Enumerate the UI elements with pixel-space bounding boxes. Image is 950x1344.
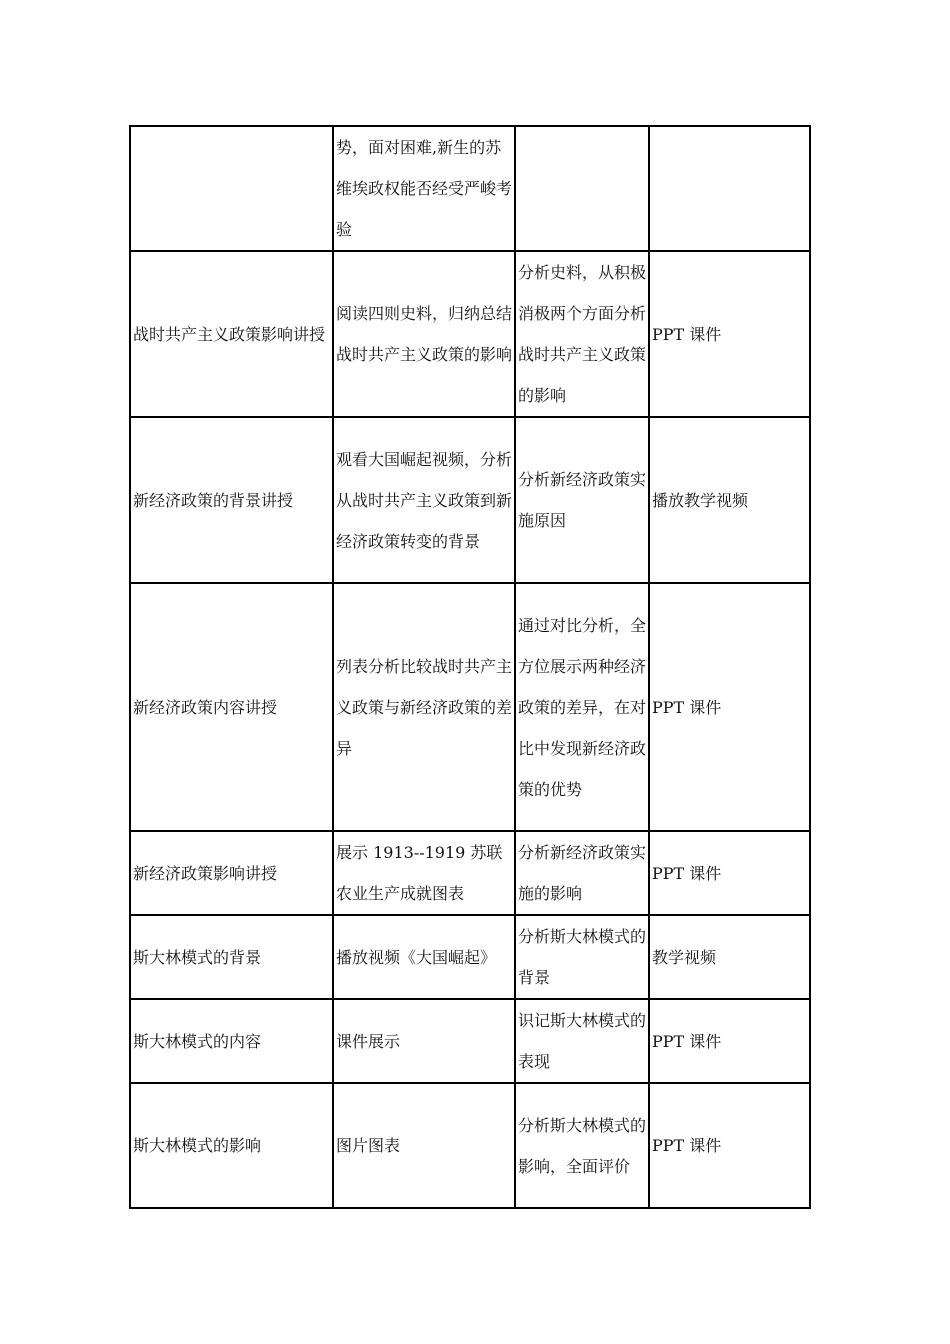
- table-row: [130, 915, 810, 999]
- lesson-plan-table: [129, 125, 811, 1209]
- table-cell-student-activity: 课件展示: [333, 999, 515, 1083]
- table-cell-media: 播放教学视频: [649, 417, 810, 583]
- table-cell-media: 教学视频: [649, 915, 810, 999]
- table-cell-media: PPT 课件: [649, 251, 810, 417]
- table-cell-activity: 新经济政策的背景讲授: [130, 417, 333, 583]
- table-cell-intent: 分析新经济政策实施的影响: [515, 831, 649, 915]
- table-cell-student-activity: 势，面对困难,新生的苏维埃政权能否经受严峻考验: [333, 126, 515, 251]
- table-cell-activity: 新经济政策影响讲授: [130, 831, 333, 915]
- table-cell-media: PPT 课件: [649, 1083, 810, 1208]
- table-cell-activity: 新经济政策内容讲授: [130, 583, 333, 831]
- table-row: [130, 999, 810, 1083]
- table-row: [130, 417, 810, 583]
- table-cell-activity: 斯大林模式的背景: [130, 915, 333, 999]
- table-row: [130, 251, 810, 417]
- table-row: [130, 126, 810, 251]
- table-cell-intent: [515, 126, 649, 251]
- table-cell-student-activity: 展示 1913--1919 苏联农业生产成就图表: [333, 831, 515, 915]
- table-row: [130, 1083, 810, 1208]
- table-cell-activity: 战时共产主义政策影响讲授: [130, 251, 333, 417]
- table-row: [130, 583, 810, 831]
- table-cell-intent: 分析斯大林模式的影响，全面评价: [515, 1083, 649, 1208]
- table-cell-media: PPT 课件: [649, 999, 810, 1083]
- table-cell-student-activity: 观看大国崛起视频，分析从战时共产主义政策到新经济政策转变的背景: [333, 417, 515, 583]
- table-cell-activity: 斯大林模式的影响: [130, 1083, 333, 1208]
- table-cell-student-activity: 播放视频《大国崛起》: [333, 915, 515, 999]
- table-cell-activity: 斯大林模式的内容: [130, 999, 333, 1083]
- table-cell-media: PPT 课件: [649, 583, 810, 831]
- table-cell-activity: [130, 126, 333, 251]
- table-row: [130, 831, 810, 915]
- table-cell-media: [649, 126, 810, 251]
- table-cell-student-activity: 列表分析比较战时共产主义政策与新经济政策的差异: [333, 583, 515, 831]
- table-cell-student-activity: 阅读四则史料，归纳总结战时共产主义政策的影响: [333, 251, 515, 417]
- table-cell-intent: 分析史料，从积极消极两个方面分析战时共产主义政策的影响: [515, 251, 649, 417]
- table-cell-intent: 识记斯大林模式的表现: [515, 999, 649, 1083]
- table-cell-intent: 分析斯大林模式的背景: [515, 915, 649, 999]
- table-cell-intent: 通过对比分析，全方位展示两种经济政策的差异，在对比中发现新经济政策的优势: [515, 583, 649, 831]
- table-cell-student-activity: 图片图表: [333, 1083, 515, 1208]
- table-cell-intent: 分析新经济政策实施原因: [515, 417, 649, 583]
- table-cell-media: PPT 课件: [649, 831, 810, 915]
